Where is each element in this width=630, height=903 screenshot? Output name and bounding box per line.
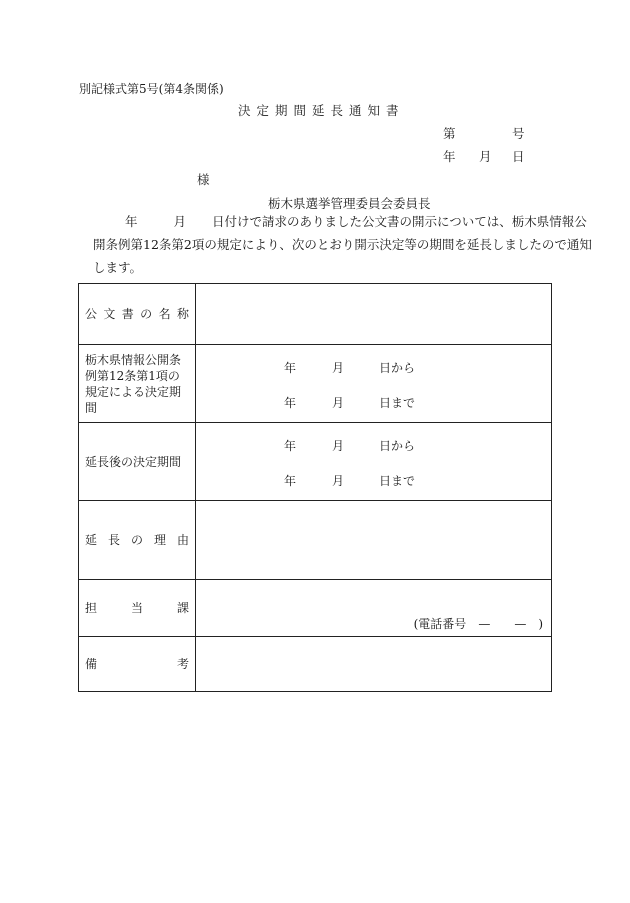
doc-number-suffix: 号 [512, 126, 525, 141]
period-year: 年 [284, 395, 297, 410]
extended-period-from [196, 427, 551, 462]
label-char: 文 [103, 307, 116, 321]
label-remarks-chars [85, 656, 189, 672]
doc-number-prefix: 第 [443, 126, 456, 141]
phone-close: ) [538, 616, 543, 631]
label-char: 考 [176, 657, 189, 671]
label-char: 長 [107, 533, 120, 547]
period-month: 月 [332, 395, 345, 410]
date-day: 日 [512, 149, 525, 164]
period-month: 月 [332, 438, 345, 453]
row-extension-reason [79, 501, 552, 580]
period-year: 年 [284, 438, 297, 453]
label-char: 由 [176, 533, 189, 547]
addressee-suffix: 様 [197, 172, 210, 187]
body-line-1 [93, 210, 587, 233]
phone-number [196, 585, 551, 632]
label-decision-period: 栃木県情報公開条例第12条第1項の規定による決定期間 [79, 345, 196, 423]
period-year: 年 [284, 360, 297, 375]
label-remarks [79, 637, 196, 692]
phone-dash: — [514, 616, 527, 631]
body-line-3: します。 [93, 260, 143, 275]
row-document-name [79, 284, 552, 345]
label-char: 称 [176, 307, 189, 321]
date-month: 月 [479, 149, 492, 164]
issuer-name: 栃木県選挙管理委員会委員長 [268, 196, 431, 211]
extended-period-field[interactable] [196, 423, 552, 501]
label-department-chars [85, 600, 189, 616]
row-extended-period [79, 423, 552, 501]
body-month: 月 [173, 214, 187, 229]
phone-dash: — [478, 616, 491, 631]
phone-open: (電話番号 [413, 616, 467, 631]
row-remarks [79, 637, 552, 692]
period-year: 年 [284, 473, 297, 488]
form-reference: 別記様式第5号(第4条関係) [79, 82, 224, 96]
department-field[interactable] [196, 580, 552, 637]
remarks-field[interactable] [196, 637, 552, 692]
label-extended-period: 延長後の決定期間 [79, 423, 196, 501]
label-char: 当 [130, 601, 143, 615]
row-decision-period [79, 345, 552, 423]
decision-period-from [196, 349, 551, 384]
label-char: 公 [85, 307, 98, 321]
label-char: 延 [85, 533, 98, 547]
extended-period-to [196, 462, 551, 497]
label-char: 課 [176, 601, 189, 615]
label-department [79, 580, 196, 637]
label-char: 担 [85, 601, 98, 615]
period-month: 月 [332, 473, 345, 488]
period-to-day: 日まで [379, 473, 416, 488]
label-char: 理 [153, 533, 166, 547]
body-year: 年 [125, 214, 138, 229]
extension-reason-field[interactable] [196, 501, 552, 580]
label-document-name-chars [85, 306, 189, 322]
document-name-field[interactable] [196, 284, 552, 345]
extension-table [78, 283, 552, 692]
label-char: の [130, 533, 143, 547]
label-char: 名 [158, 307, 171, 321]
notice-body [93, 210, 592, 279]
body-line-2: 開条例第12条第2項の規定により、次のとおり開示決定等の期間を延長しましたので通知 [93, 237, 592, 252]
row-department [79, 580, 552, 637]
document-title: 決定期間延長通知書 [238, 103, 405, 118]
label-document-name [79, 284, 196, 345]
label-char: 備 [85, 657, 98, 671]
label-char: 書 [121, 307, 134, 321]
decision-period-field[interactable] [196, 345, 552, 423]
period-from-day: 日から [379, 360, 416, 375]
period-month: 月 [332, 360, 345, 375]
label-char: の [140, 307, 153, 321]
period-from-day: 日から [379, 438, 416, 453]
date-year: 年 [443, 149, 456, 164]
label-extension-reason-chars [85, 532, 189, 548]
period-to-day: 日まで [379, 395, 416, 410]
decision-period-to [196, 384, 551, 419]
label-extension-reason [79, 501, 196, 580]
body-line-1-text: 日付けで請求のありました公文書の開示については、栃木県情報公 [212, 214, 587, 229]
